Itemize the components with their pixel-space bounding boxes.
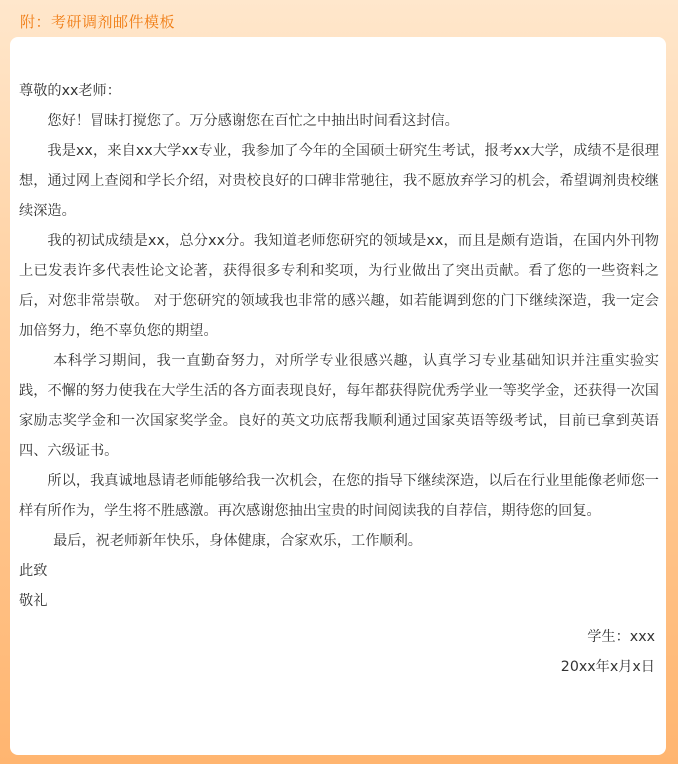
section-title: 附：考研调剂邮件模板	[20, 13, 176, 31]
letter-paragraph-4: 本科学习期间，我一直勤奋努力，对所学专业很感兴趣，认真学习专业基础知识并注重实验实践，不懈的努力使我在大学生活的各方面表现良好，每年都获得院优秀学业一等奖学金，还获得一次国家励志奖学金和一次国家奖学金。良好的英文功底帮我顺利通过国家英语等级考试，目前已拿到英语四、六级证书。	[19, 353, 659, 459]
letter-closing-ci-zhi: 此致	[19, 563, 48, 579]
letter-paragraph-2: 我是xx，来自xx大学xx专业，我参加了今年的全国硕士研究生考试，报考xx大学，成绩不是很理想，通过网上查阅和学长介绍，对贵校良好的口碑非常驰往，我不愿放弃学习的机会，希望调剂贵校继续深造。	[19, 143, 659, 219]
letter-closing-jing-li: 敬礼	[19, 593, 48, 609]
letter-paragraph-1: 您好！冒昧打搅您了。万分感谢您在百忙之中抽出时间看这封信。	[47, 113, 459, 129]
letter-paragraph-5: 所以，我真诚地恳请老师能够给我一次机会，在您的指导下继续深造，以后在行业里能像老师您一样有所作为，学生将不胜感激。再次感谢您抽出宝贵的时间阅读我的自荐信，期待您的回复。	[19, 473, 659, 519]
letter-body	[19, 76, 659, 682]
letter-greeting: 尊敬的xx老师：	[19, 83, 121, 99]
letter-paragraph-6: 最后，祝老师新年快乐，身体健康，合家欢乐，工作顺利。	[53, 533, 422, 549]
letter-paragraph-3: 我的初试成绩是xx，总分xx分。我知道老师您研究的领域是xx，而且是颇有造诣，在国内外刊物上已发表许多代表性论文论著，获得很多专利和奖项，为行业做出了突出贡献。看了您的一些资料之后，对您非常崇敬。 对于您研究的领域我也非常的感兴趣，如若能调到您的门下继续深造，我一定会加倍努力，绝不辜负您的期望。	[19, 233, 659, 339]
letter-date: 20xx年x月x日	[560, 659, 655, 675]
letter-card	[10, 37, 666, 755]
letter-signature: 学生：xxx	[587, 629, 655, 645]
